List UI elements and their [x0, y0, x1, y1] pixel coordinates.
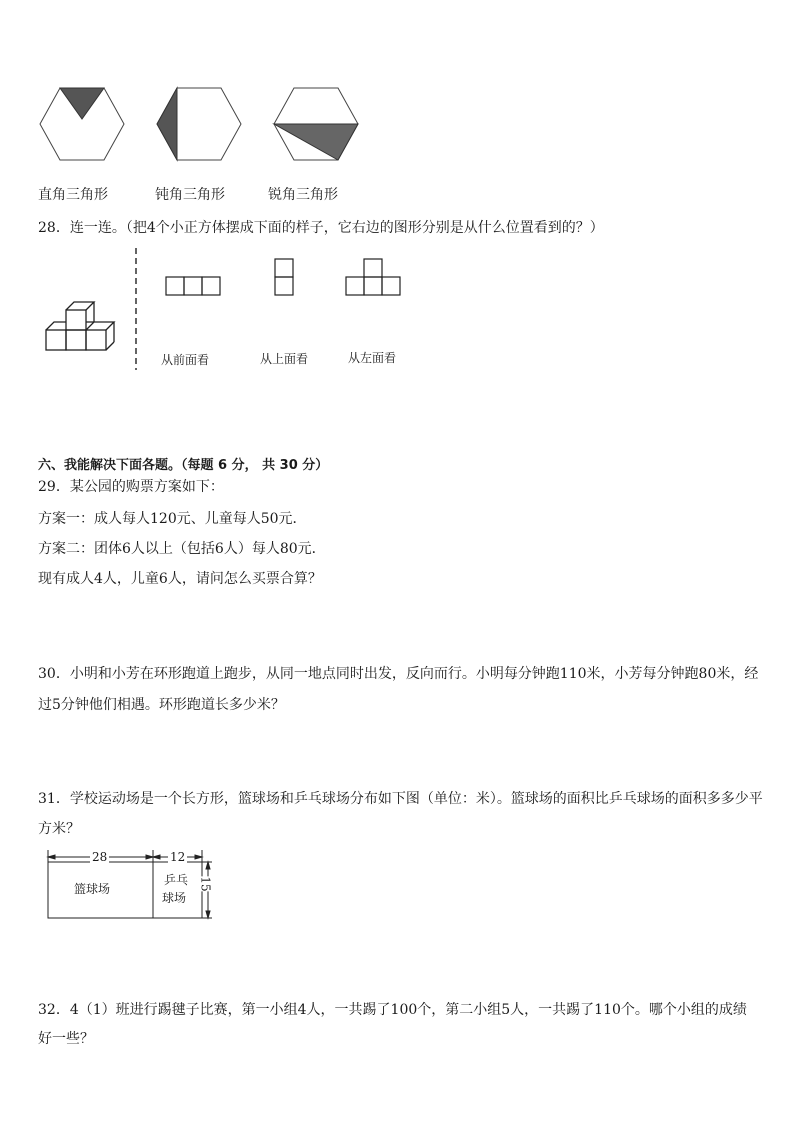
- q31-line-2: 方米？: [38, 821, 80, 837]
- label-obtuse-triangle: 钝角三角形: [155, 187, 225, 203]
- court-diagram: [46, 848, 222, 922]
- dashed-divider: [134, 248, 138, 370]
- label-pingpong-court-2: 球场: [162, 891, 187, 905]
- view-three-in-row: [165, 276, 221, 296]
- view-two-stacked: [274, 258, 294, 296]
- label-top-view: 从上面看: [260, 352, 309, 366]
- dim-pingpong-width: 12: [170, 850, 186, 864]
- dim-basketball-width: 28: [92, 850, 108, 864]
- q28-prompt: 28．连一连。（把4个小正方体摆成下面的样子，它右边的图形分别是从什么位置看到的？）: [38, 220, 604, 236]
- section-six-heading: 六、我能解决下面各题。（每题 6 分， 共 30 分）: [38, 458, 329, 473]
- label-basketball-court: 篮球场: [74, 882, 111, 896]
- q31-line-1: 31．学校运动场是一个长方形，篮球场和乒乓球场分布如下图（单位：米）。篮球场的面积比乒乓球场的面积多多少平: [38, 791, 763, 807]
- label-left-view: 从左面看: [348, 351, 397, 365]
- label-right-triangle: 直角三角形: [38, 187, 108, 203]
- label-acute-triangle: 锐角三角形: [268, 187, 338, 203]
- q29-line-1: 29．某公园的购票方案如下：: [38, 479, 224, 495]
- hexagon-right-triangle-figure: [38, 86, 128, 162]
- dim-height: 15: [198, 876, 213, 892]
- hexagon-obtuse-triangle-figure: [155, 86, 245, 162]
- label-pingpong-court-1: 乒乓: [164, 873, 189, 887]
- q30-line-2: 过5分钟他们相遇。环形跑道长多少米？: [38, 697, 285, 713]
- q29-line-3: 方案二：团体6人以上（包括6人）每人80元．: [38, 541, 326, 557]
- q29-line-2: 方案一：成人每人120元、儿童每人50元．: [38, 511, 307, 527]
- q32-line-1: 32．4（1）班进行踢毽子比赛，第一小组4人，一共踢了100个，第二小组5人，一共踢了110个。哪个小组的成绩: [38, 1002, 747, 1018]
- q29-line-4: 现有成人4人，儿童6人，请问怎么买票合算？: [38, 571, 322, 587]
- q32-line-2: 好一些？: [38, 1031, 94, 1047]
- view-t-shape: [345, 258, 401, 296]
- label-front-view: 从前面看: [161, 353, 210, 367]
- q30-line-1: 30．小明和小芳在环形跑道上跑步，从同一地点同时出发，反向而行。小明每分钟跑110米，小芳每分钟跑80米，经: [38, 666, 759, 682]
- cube-stack-figure: [44, 296, 124, 354]
- hexagon-acute-triangle-figure: [272, 86, 362, 162]
